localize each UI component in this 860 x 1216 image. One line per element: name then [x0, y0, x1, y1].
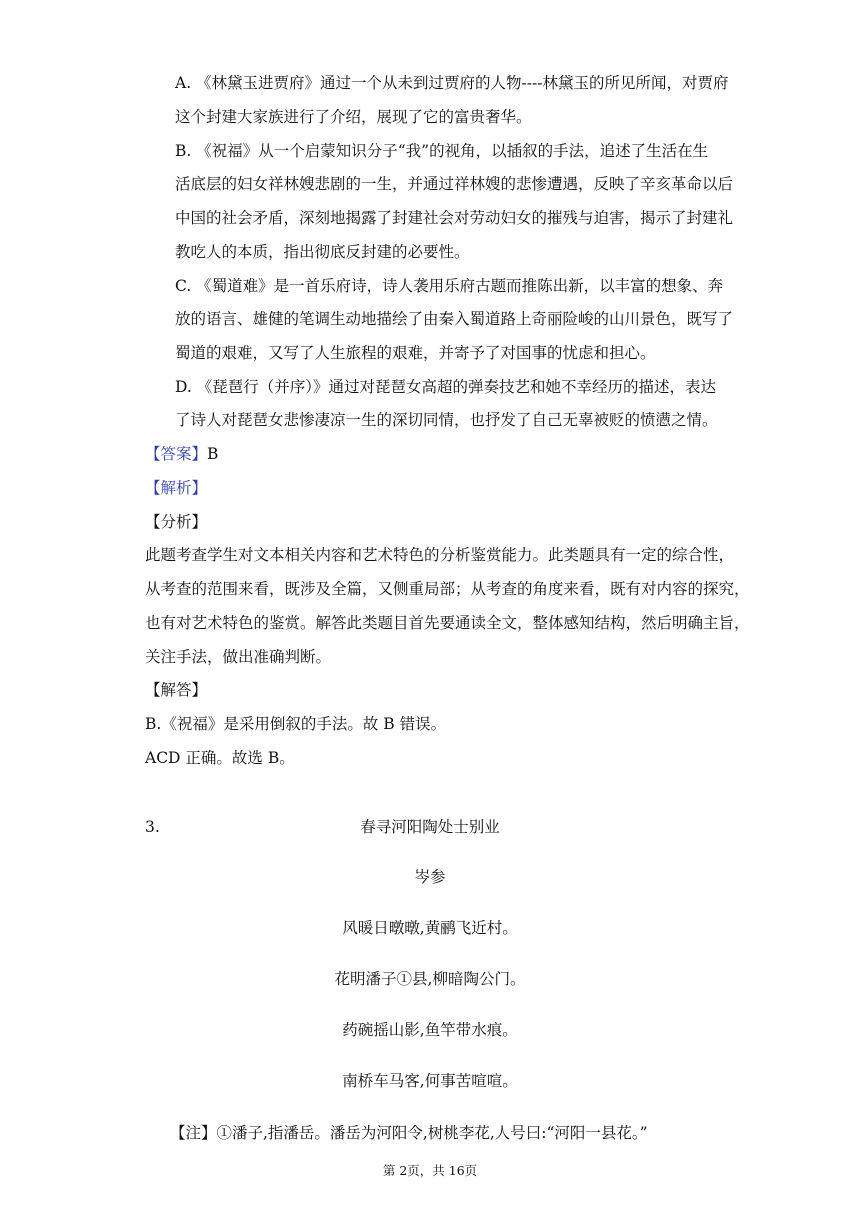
option-a-line-1: A. 《林黛玉进贾府》通过一个从未到过贾府的人物----林黛玉的所见所闻，对贾府 — [175, 74, 729, 92]
option-c-line-1: C. 《蜀道难》是一首乐府诗，诗人袭用乐府古题而推陈出新，以丰富的想象、奔 — [175, 277, 724, 295]
poem-verse-3: 药碗摇山影,鱼竿带水痕。 — [342, 1021, 518, 1039]
option-b-line-3: 中国的社会矛盾，深刻地揭露了封建社会对劳动妇女的摧残与迫害，揭示了封建礼 — [175, 209, 734, 227]
fenxi-line-1: 此题考查学生对文本相关内容和艺术特色的分析鉴赏能力。此类题具有一定的综合性， — [145, 546, 735, 564]
jieda-line-1: B.《祝福》是采用倒叙的手法。故 B 错误。 — [145, 715, 447, 733]
question-number: 3. — [145, 818, 160, 836]
option-d-line-2: 了诗人对琵琶女悲惨凄凉一生的深切同情，也抒发了自己无辜被贬的愤懑之情。 — [175, 411, 718, 429]
jieda-line-2: ACD 正确。故选 B。 — [145, 749, 295, 767]
answer — [145, 443, 218, 465]
option-b-line-1: B. 《祝福》从一个启蒙知识分子“我”的视角，以插叙的手法，追述了生活在生 — [175, 142, 709, 160]
page-footer: 第 2页，共 16页 — [382, 1163, 478, 1178]
fenxi-line-4: 关注手法，做出准确判断。 — [145, 648, 332, 666]
option-c-line-2: 放的语言、雄健的笔调生动地描绘了由秦入蜀道路上奇丽险峻的山川景色，既写了 — [175, 310, 734, 328]
option-a-line-2: 这个封建大家族进行了介绍，展现了它的富贵奢华。 — [175, 108, 532, 126]
poem-author: 岑参 — [414, 868, 446, 886]
option-c-line-3: 蜀道的艰难，又写了人生旅程的艰难，并寄予了对国事的忧虑和担心。 — [175, 344, 656, 362]
poem-note: 【注】①潘子,指潘岳。潘岳为河阳令,树桃李花,人号曰:“河阳一县花。” — [170, 1124, 648, 1142]
option-b-line-4: 教吃人的本质，指出彻底反封建的必要性。 — [175, 243, 470, 261]
poem-verse-1: 风暖日暾暾,黄鹂飞近村。 — [342, 919, 518, 937]
option-d-line-1: D. 《琵琶行（并序）》通过对琵琶女高超的弹奏技艺和她不幸经历的描述，表达 — [175, 378, 716, 396]
option-b-line-2: 活底层的妇女祥林嫂悲剧的一生，并通过祥林嫂的悲惨遭遇，反映了辛亥革命以后 — [175, 175, 734, 193]
fenxi-label: 【分析】 — [145, 513, 208, 531]
answer-value: B — [207, 445, 219, 463]
fenxi-line-3: 也有对艺术特色的鉴赏。解答此类题目首先要通读全文，整体感知结构，然后明确主旨， — [145, 614, 750, 632]
analysis-label: 【解析】 — [145, 479, 208, 497]
jieda-label: 【解答】 — [145, 681, 208, 699]
poem-title: 春寻河阳陶处士别业 — [360, 818, 500, 836]
answer-label: 【答案】 — [145, 445, 208, 463]
poem-verse-2: 花明潘子①县,柳暗陶公门。 — [334, 970, 526, 988]
fenxi-line-2: 从考查的范围来看，既涉及全篇，又侧重局部；从考查的角度来看，既有对内容的探究， — [145, 580, 750, 598]
poem-verse-4: 南桥车马客,何事苦喧喧。 — [342, 1072, 518, 1090]
